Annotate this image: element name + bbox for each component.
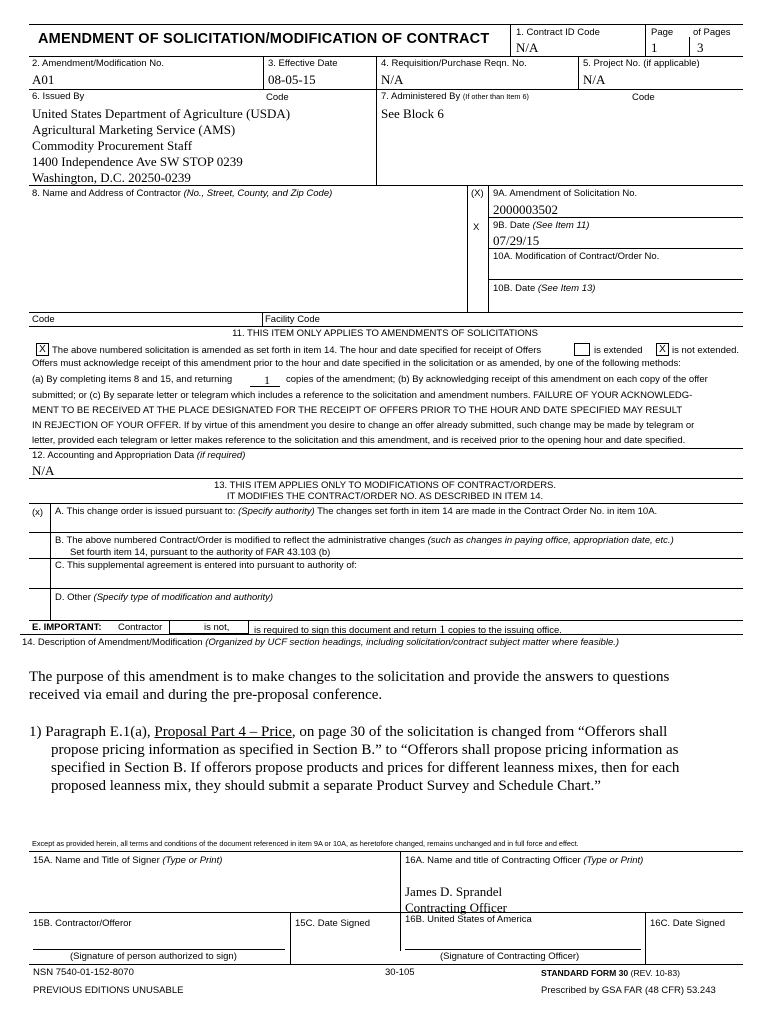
rule <box>29 312 743 313</box>
accounting-label-note: (if required) <box>196 450 246 461</box>
form-number: 30-105 <box>385 967 415 978</box>
x-column-header: (X) <box>471 188 484 199</box>
description-label <box>22 637 619 648</box>
standard-form-rev: (REV. 10-83) <box>630 968 680 978</box>
item11-line7: letter, provided each telegram or letter makes reference to the solicitation and this amendment, and is received prior to the opening hour and date specified. <box>32 435 686 446</box>
rule <box>645 24 646 57</box>
project-no-label: 5. Project No. (if applicable) <box>583 58 700 69</box>
nsn-number: NSN 7540-01-152-8070 <box>33 967 134 978</box>
contract-id-label: 1. Contract ID Code <box>516 27 600 38</box>
address-line: United States Department of Agriculture (USDA) <box>32 106 291 121</box>
signer-name-label-note: (Type or Print) <box>162 855 223 866</box>
item11-line1: The above numbered solicitation is amended as set forth in item 14. The hour and date specified for receipt of Offers <box>52 345 542 356</box>
effective-date-value[interactable]: 08-05-15 <box>268 72 316 87</box>
important-rest-a: is required to sign this document and return <box>254 625 437 636</box>
rule <box>488 248 743 249</box>
rule <box>262 312 263 326</box>
rule <box>578 56 579 89</box>
date-10b-label-text: 10B. Date <box>493 283 536 294</box>
standard-form <box>541 968 680 978</box>
item13-x-header: (x) <box>32 507 44 518</box>
item11-heading: 11. THIS ITEM ONLY APPLIES TO AMENDMENTS OF SOLICITATIONS <box>232 328 538 339</box>
contractor-code-label: Code <box>32 314 55 325</box>
date-signed-15c-label: 15C. Date Signed <box>295 918 370 929</box>
item13-option-c[interactable]: C. This supplemental agreement is entered into pursuant to authority of: <box>55 560 357 571</box>
contractor-offeror-label: 15B. Contractor/Offeror <box>33 918 132 929</box>
contract-id-value[interactable]: N/A <box>516 40 539 55</box>
administered-by-code-label: Code <box>632 92 655 103</box>
issued-by-address[interactable] <box>32 106 290 186</box>
paragraph-line: The purpose of this amendment is to make changes to the solicitation and provide the answers to questions <box>29 669 670 685</box>
rule <box>29 24 743 25</box>
rule <box>29 912 743 913</box>
usa-label: 16B. United States of America <box>405 914 532 925</box>
rule <box>29 185 743 186</box>
amendment-no-label: 2. Amendment/Modification No. <box>32 58 165 69</box>
address-line: Washington, D.C. 20250-0239 <box>32 170 191 185</box>
of-pages-label: of Pages <box>693 27 731 38</box>
rule <box>645 912 646 965</box>
is-not-extended-label: is not extended. <box>672 345 740 356</box>
issued-by-label: 6. Issued By <box>32 91 85 102</box>
paragraph-line: specified in Section B. If offerors propose products and prices for different leanness mixes, then for each <box>51 760 680 776</box>
administered-by-value[interactable]: See Block 6 <box>381 106 444 121</box>
solicitation-amended-checkbox[interactable]: X <box>36 343 49 356</box>
paragraph-prefix: 1) Paragraph E.1(a), <box>29 724 155 740</box>
rule <box>250 386 280 387</box>
date-9b-check[interactable]: X <box>473 222 480 233</box>
signer-name-label <box>33 855 222 866</box>
accounting-value[interactable]: N/A <box>32 463 55 478</box>
item13-option-d[interactable] <box>55 592 273 603</box>
contractor-label-note: (No., Street, County, and Zip Code) <box>183 188 333 199</box>
rule <box>29 503 743 504</box>
rule <box>290 912 291 965</box>
date-signed-16c-label: 16C. Date Signed <box>650 918 725 929</box>
rule <box>263 56 264 89</box>
form-title: AMENDMENT OF SOLICITATION/MODIFICATION OF CONTRACT <box>38 31 490 47</box>
rule <box>376 56 377 89</box>
item13-option-b[interactable] <box>55 535 674 546</box>
is-extended-label: is extended <box>594 345 643 356</box>
date-10b-label <box>493 283 595 294</box>
officer-title[interactable]: Contracting Officer <box>405 900 507 915</box>
item13-heading-2: IT MODIFIES THE CONTRACT/ORDER NO. AS DESCRIBED IN ITEM 14. <box>226 491 544 502</box>
effective-date-label: 3. Effective Date <box>268 58 338 69</box>
address-line: Commodity Procurement Staff <box>32 138 193 153</box>
amendment-solicitation-label: 9A. Amendment of Solicitation No. <box>493 188 638 199</box>
officer-name[interactable]: James D. Sprandel <box>405 884 503 899</box>
prescribed-by: Prescribed by GSA FAR (48 CFR) 53.243 <box>541 985 716 996</box>
signature-line[interactable] <box>405 949 641 950</box>
proposal-part-link: Proposal Part 4 – Price <box>154 724 292 740</box>
paragraph-line: propose pricing information as specified in Section B.” to “Offerors shall propose pricing information as <box>51 742 679 758</box>
item13-heading-1: 13. THIS ITEM APPLIES ONLY TO MODIFICATIONS OF CONTRACT/ORDERS. <box>213 480 557 491</box>
signer-name-label-text: 15A. Name and Title of Signer <box>33 855 160 866</box>
signature-line[interactable] <box>33 949 285 950</box>
description-label-note: (Organized by UCF section headings, including solicitation/contract subject matter where feasible.) <box>205 637 620 648</box>
modification-order-label: 10A. Modification of Contract/Order No. <box>493 251 660 262</box>
item11-line3a: (a) By completing items 8 and 15, and returning <box>32 374 233 385</box>
item13-option-a[interactable] <box>55 506 657 517</box>
accounting-label-text: 12. Accounting and Appropriation Data <box>32 450 195 461</box>
officer-name-label <box>405 855 643 866</box>
rule <box>29 89 743 90</box>
option-b-line2: Set fourth item 14, pursuant to the authority of FAR 43.103 (b) <box>70 547 331 558</box>
rule <box>488 217 743 218</box>
date-9b-label <box>493 220 589 231</box>
of-pages-value[interactable]: 3 <box>697 40 704 55</box>
date-10b-label-note: (See Item 13) <box>537 283 596 294</box>
accounting-label <box>32 450 245 461</box>
officer-name-label-text: 16A. Name and title of Contracting Officer <box>405 855 581 866</box>
facility-code-label: Facility Code <box>265 314 320 325</box>
administered-by-label <box>381 91 529 102</box>
copies-value[interactable]: 1 <box>264 373 270 387</box>
date-9b-label-text: 9B. Date <box>493 220 530 231</box>
administered-by-text: 7. Administered By <box>381 91 461 102</box>
option-b-text: B. The above numbered Contract/Order is modified to reflect the administrative changes <box>55 535 425 546</box>
paragraph-line: proposed leanness mix, they should submit a separate Product Survey and Schedule Chart.” <box>51 778 601 794</box>
important-label: E. IMPORTANT: <box>32 622 102 633</box>
important-copies: 1 <box>439 622 446 636</box>
amendment-solicitation-value[interactable]: 2000003502 <box>493 202 558 217</box>
is-extended-checkbox[interactable] <box>574 343 590 356</box>
option-d-note: (Specify type of modification and authority) <box>93 592 274 603</box>
page-label: Page <box>651 27 674 38</box>
item11-line2: Offers must acknowledge receipt of this amendment prior to the hour and date specified in the solicitation or as amended, by one of the following methods: <box>32 358 681 369</box>
standard-form-name: STANDARD FORM 30 <box>541 968 629 978</box>
issued-by-code-label: Code <box>266 92 289 103</box>
contractor-label <box>32 188 332 199</box>
is-not-label: is not, <box>204 622 230 633</box>
signature-right-caption: (Signature of Contracting Officer) <box>440 951 580 962</box>
description-label-text: 14. Description of Amendment/Modification <box>22 637 203 648</box>
item11-line5: MENT TO BE RECEIVED AT THE PLACE DESIGNATED FOR THE RECEIPT OF OFFERS PRIOR TO THE HOUR AND DATE SPECIFIED MAY RESULT <box>32 405 683 416</box>
option-a-rest: The changes set forth in item 14 are made in the Contract Order No. in item 10A. <box>317 506 658 517</box>
signature-left-caption: (Signature of person authorized to sign) <box>70 951 237 962</box>
paragraph-rest: , on page 30 of the solicitation is changed from “Offerors shall <box>291 724 668 740</box>
description-paragraph-1 <box>29 668 669 704</box>
paragraph-line: received via email and during the pre-proposal conference. <box>29 687 383 703</box>
project-no-value[interactable]: N/A <box>583 72 606 87</box>
description-paragraph-2 <box>29 723 679 795</box>
amendment-no-value[interactable]: A01 <box>32 72 55 87</box>
option-d-text: D. Other <box>55 592 91 603</box>
item11-line4: submitted; or (c) By separate letter or telegram which includes a reference to the solicitation and amendment numbers. FAILURE OF YOUR ACKNOWLEDG- <box>32 390 693 401</box>
address-line: 1400 Independence Ave SW STOP 0239 <box>32 154 243 169</box>
previous-editions: PREVIOUS EDITIONS UNUSABLE <box>33 985 184 996</box>
officer-name-label-note: (Type or Print) <box>583 855 644 866</box>
date-9b-label-note: (See Item 11) <box>532 220 590 231</box>
option-a-note: (Specify authority) <box>238 506 315 517</box>
rule <box>29 620 743 621</box>
is-not-extended-checkbox[interactable]: X <box>656 343 669 356</box>
page-value[interactable]: 1 <box>651 40 658 55</box>
rule <box>488 279 743 280</box>
item11-line6: IN REJECTION OF YOUR OFFER. If by virtue of this amendment you desire to change an offer already submitted, such change may be made by telegram or <box>32 420 695 431</box>
rule <box>29 851 743 852</box>
contractor-label-text: 8. Name and Address of Contractor <box>32 188 181 199</box>
rule <box>29 326 743 327</box>
rule <box>29 448 743 449</box>
requisition-value[interactable]: N/A <box>381 72 404 87</box>
important-contractor: Contractor <box>118 622 163 633</box>
rule <box>689 37 690 57</box>
important-rest-b: copies to the issuing office. <box>448 625 562 636</box>
date-9b-value[interactable]: 07/29/15 <box>493 233 540 248</box>
rule <box>467 185 468 312</box>
requisition-label: 4. Requisition/Purchase Reqn. No. <box>381 58 527 69</box>
rule <box>29 964 743 965</box>
item11-line3b: copies of the amendment; (b) By acknowledging receipt of this amendment on each copy of the offer <box>286 374 708 385</box>
except-text: Except as provided herein, all terms and conditions of the document referenced in item 9A or 10A, as heretofore changed, remains unchanged and in full force and effect. <box>32 839 579 848</box>
administered-by-note: (If other than Item 6) <box>462 92 529 101</box>
rule <box>20 634 743 635</box>
rule <box>376 89 377 185</box>
rule <box>29 56 743 57</box>
option-b-note: (such as changes in paying office, appropriation date, etc.) <box>427 535 674 546</box>
address-line: Agricultural Marketing Service (AMS) <box>32 122 236 137</box>
rule <box>510 24 511 57</box>
rule <box>29 588 743 589</box>
paragraph-line <box>29 723 679 741</box>
rule <box>400 851 401 951</box>
rule <box>50 503 51 620</box>
rule <box>29 532 743 533</box>
rule <box>29 558 743 559</box>
rule <box>29 478 743 479</box>
option-a-text: A. This change order is issued pursuant to: <box>55 506 236 517</box>
